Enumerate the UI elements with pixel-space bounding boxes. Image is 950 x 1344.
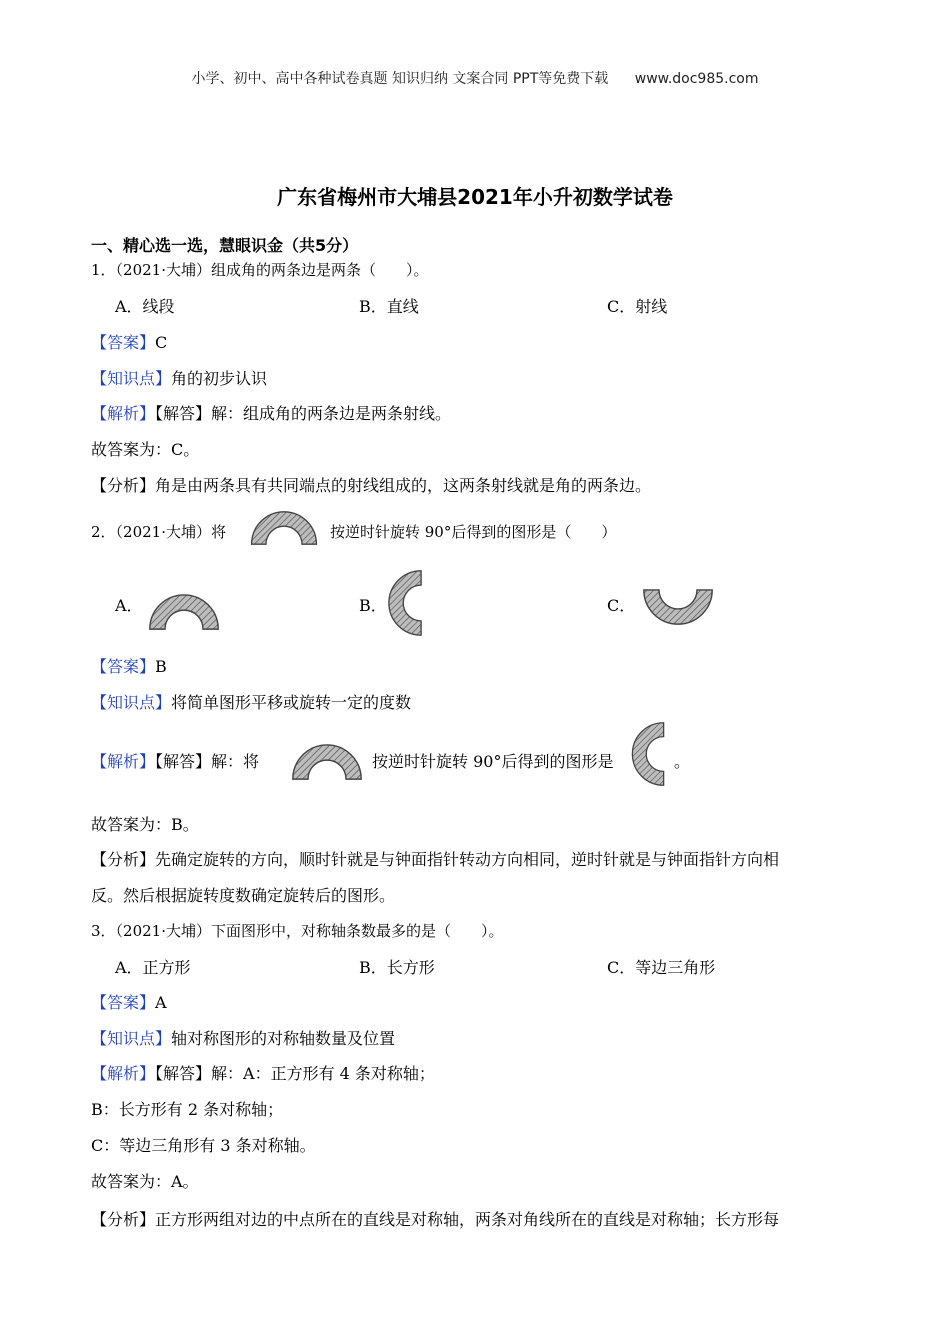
section-heading: 一、精心选一选，慧眼识金（共5分）: [91, 236, 359, 255]
q3-knowledge: [91, 1026, 395, 1049]
page-title: 广东省梅州市大埔县2021年小升初数学试卷: [277, 185, 673, 209]
q2-option-c: C．: [607, 596, 636, 615]
q3-stem: 3．（2021·大埔）下面图形中，对称轴条数最多的是（ ）。: [91, 922, 504, 940]
q3-answer-value: A: [155, 993, 167, 1012]
arch-figure: [249, 510, 319, 546]
q3-option-c: C．等边三角形: [607, 958, 716, 977]
q1-conclusion: 故答案为：C。: [91, 440, 200, 459]
q1-analysis: [91, 401, 451, 424]
option-a-arch-figure: [147, 593, 221, 631]
q3-line-b: B：长方形有 2 条对称轴；: [91, 1100, 284, 1119]
q1-stem: 1．（2021·大埔）组成角的两条边是两条（ ）。: [91, 261, 429, 279]
analysis-tag: 【解析】: [91, 404, 156, 423]
q3-option-a: A．正方形: [115, 958, 191, 977]
q1-option-b: B．直线: [359, 297, 419, 316]
q2-analysis-text: 【解答】解：将: [155, 752, 260, 771]
q2-fenxi-line1: 【分析】先确定旋转的方向，顺时针就是与钟面指针转动方向相同，逆时针就是与钟面指针方向相: [91, 850, 780, 869]
option-b-arch-figure: [387, 569, 423, 637]
header-text: 小学、初中、高中各种试卷真题 知识归纳 文案合同 PPT等免费下载: [191, 71, 609, 87]
q1-answer-value: C: [155, 333, 168, 352]
answer-tag: 【答案】: [91, 993, 156, 1012]
knowledge-tag: 【知识点】: [91, 1029, 172, 1048]
q3-fenxi: 【分析】正方形两组对边的中点所在的直线是对称轴，两条对角线所在的直线是对称轴；长方形每: [91, 1210, 780, 1229]
q1-knowledge: [91, 366, 267, 389]
q2-knowledge: [91, 690, 411, 713]
q3-answer: [91, 990, 167, 1013]
q2-option-b: B．: [359, 596, 387, 615]
q2-conclusion: 故答案为：B。: [91, 815, 199, 834]
knowledge-tag: 【知识点】: [91, 369, 172, 388]
q3-knowledge-text: 轴对称图形的对称轴数量及位置: [171, 1029, 396, 1048]
q2-knowledge-text: 将简单图形平移或旋转一定的度数: [171, 693, 412, 712]
analysis-tag: 【解析】: [91, 752, 156, 771]
q1-fenxi: 【分析】角是由两条具有共同端点的射线组成的，这两条射线就是角的两条边。: [91, 476, 652, 495]
q1-answer: [91, 330, 167, 353]
header-url[interactable]: www.doc985.com: [634, 71, 759, 87]
analysis-arch-figure: [290, 743, 364, 781]
q2-answer: [91, 654, 167, 677]
q1-knowledge-text: 角的初步认识: [171, 369, 268, 388]
analysis-rotated-arch-figure: [630, 721, 666, 787]
q2-stem-start: 2．（2021·大埔）将: [91, 523, 226, 541]
q3-conclusion: 故答案为：A。: [91, 1172, 199, 1191]
knowledge-tag: 【知识点】: [91, 693, 172, 712]
q2-answer-value: B: [155, 657, 167, 676]
q2-option-a: A．: [115, 596, 143, 615]
q1-option-a: A．线段: [115, 297, 175, 316]
answer-tag: 【答案】: [91, 333, 156, 352]
q2-fenxi-line2: 反。然后根据旋转度数确定旋转后的图形。: [91, 886, 396, 905]
q1-analysis-text: 【解答】解：组成角的两条边是两条射线。: [155, 404, 452, 423]
answer-tag: 【答案】: [91, 657, 156, 676]
q3-line-c: C：等边三角形有 3 条对称轴。: [91, 1136, 316, 1155]
q2-stem-end: 按逆时针旋转 90°后得到的图形是（ ）: [330, 523, 617, 541]
q2-analysis-mid: 按逆时针旋转 90°后得到的图形是: [372, 752, 614, 771]
q3-analysis: [91, 1061, 435, 1084]
q1-option-c: C．射线: [607, 297, 668, 316]
analysis-tag: 【解析】: [91, 1064, 156, 1083]
q2-analysis-end: 。: [674, 752, 691, 771]
q2-analysis: [91, 749, 259, 772]
q3-option-b: B．长方形: [359, 958, 435, 977]
option-c-arch-figure: [641, 588, 715, 626]
page-header: [0, 68, 950, 88]
q3-analysis-text: 【解答】解：A：正方形有 4 条对称轴；: [155, 1064, 435, 1083]
